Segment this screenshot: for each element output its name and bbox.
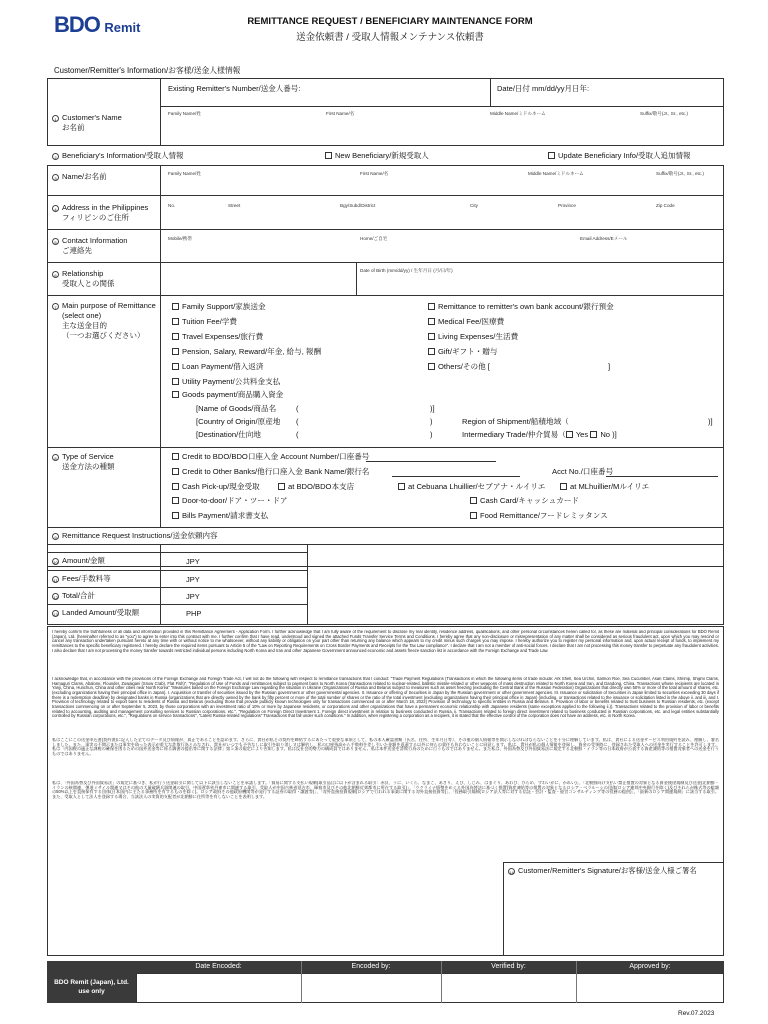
beneficiary-heading: 2 Beneficiary's Information/受取人情報: [52, 151, 183, 160]
checkbox-icon: [548, 152, 555, 159]
checkbox-icon: [470, 512, 477, 519]
legal-paragraph-jp-2: 私は、「外国為替及び外国貿易法」の規定に基づき、私が行う送金取引に関して以下に該当しないことを承諾します。「貿易に関する支払い規制(取引品目に以下が含まれる取引：赤貝、うに、いくら、なまこ、あさり、えび、しじみ、はまぐり、あわび、ひらめ、ずわいがに、かれい)」、「北朝鮮向け支払い禁止措置の対象となる資金使途規制及び送金(北朝鮮・イランの核関連、弾道ミサイル関連又はその他の大量破壊兵器関連の取引、中国遼寧省丹東市に関連する取引、受取人が中国吉林省延吉市、琿春市及びその他北朝鮮近郊都市に所在する取引)」、「ウクライナ情勢をめぐる外国為替法に基づく措置(資産凍結等の措置の対象となるロシア・ベラルーシの団体(ロシア連邦中央銀行を除く)及びそれらが株式等の総額の50%以上を直接保有する団体(日本国内に主たる事務所を有するものを除く)。ロシア政府その他政府機関等が発行する証券の取得・譲渡等)」、「対外直接投資規制(ロシアで行われる事業に関する対外直接投資等)」、「役務取引規制(ロシア法人等に対する信託・会計・監査・経営コンサルティング等の役務の提供)」、「最新のロシア関連規制」に該当する取引。また、受取人として法人を登録する場合、当該法人の実質的支配者が北朝鮮に住所等を有しないことを表明します。: [52, 781, 719, 799]
encoded-by-field[interactable]: [302, 974, 440, 1002]
checkbox-icon: [398, 483, 405, 490]
checkbox-icon: [172, 333, 179, 340]
checkbox-icon: [172, 483, 179, 490]
verified-by-field[interactable]: [442, 974, 575, 1002]
account-number-line[interactable]: [366, 461, 496, 462]
address-city[interactable]: City: [470, 203, 478, 208]
service-bills-payment[interactable]: Bills Payment/請求書支払: [172, 511, 268, 521]
date-encoded-label: Date Encoded:: [195, 963, 242, 970]
intermediary-trade-field[interactable]: Intermediary Trade/仲介貿易（ Yes No )]: [462, 430, 617, 439]
date-encoded-field[interactable]: [137, 974, 300, 1002]
num-5-icon: 5: [52, 238, 59, 245]
update-beneficiary-checkbox[interactable]: Update Beneficiary Info/受取人追加情報: [548, 151, 691, 160]
customer-suffix[interactable]: Suffix/敬号(Jr., Sr., etc.): [640, 111, 688, 116]
checkbox-icon: [172, 497, 179, 504]
office-use-line-2: use only: [78, 988, 105, 995]
customer-section-heading: Customer/Remitter's Information/お客様/送金人様情報: [54, 66, 241, 75]
purpose-label-jp-2: （一つお選びください）: [62, 331, 145, 340]
num-13-icon: 13: [53, 611, 58, 617]
contact-label: 5 Contact Information: [52, 236, 127, 245]
num-6-icon: 6: [52, 271, 59, 278]
purpose-utility[interactable]: Utility Payment/公共料金支払: [172, 377, 280, 387]
checkbox-icon: [172, 468, 179, 475]
num-9-icon: 9: [52, 533, 59, 540]
bracket-open-3: (: [296, 430, 299, 439]
address-label-jp: フィリピンのご住所: [62, 213, 129, 222]
beneficiary-name-label: 3 Name/お名前: [52, 172, 107, 181]
beneficiary-suffix[interactable]: Suffix/敬号(Jr., Sr., etc.): [656, 171, 704, 176]
beneficiary-family-name[interactable]: Family Name/姓: [168, 171, 201, 176]
relationship-label: 6 Relationship: [52, 269, 103, 278]
purpose-loan[interactable]: Loan Payment/借入返済: [172, 362, 263, 372]
purpose-label-2: (select one): [62, 311, 102, 320]
checkbox-icon: [172, 391, 179, 398]
address-street[interactable]: Street: [228, 203, 241, 208]
num-8-icon: 8: [52, 454, 59, 461]
checkbox-icon: [566, 431, 573, 438]
date-of-birth-field[interactable]: Date of Birth (mm/dd/yy) / 生年月日 (月/日/年): [360, 268, 453, 273]
checkbox-icon: [172, 318, 179, 325]
checkbox-icon: [172, 512, 179, 519]
address-no[interactable]: No.: [168, 203, 176, 208]
legal-paragraph-jp-1: 私はここにこの送金申込書(契約書)に記入した全てのデータ及び情報が、真正であることを認めます。さらに、貴社が私との契約を締結するにあたって重要な事項として、私の本人確認書類（氏名、住所、生年月日等）、その他の個人情報等を開示しなければならないことを十分に理解しています。私は、貴社による送金サービス利用規約を読み、理解し、署名しました。また、事実の不開示または事実を偽った表示が重大な詐欺行為とみなされ、貴社がいつでも予告なしに取引を取り消し又は解約し、私の口座残高から手数料を差し引いた金額を返還する以外に何らの責任も負わないことに同意します。私は、貴社が私の個人情報を登録し、資金の受領時に、登録された受取人への送金を実行することを許可します。私は「内国税の適正な課税の確保を図るための国外送金等に係る調書の提出等に関する法律」第５条の規定により告知します。私は反社会的勢力の構成員ではありません。私は本件送金を詐欺行為のために行うものではありません。また私は、外国為替及び外国貿易法に規定する北朝鮮・イラン等の日本政府が公表する資産凍結等の措置対象者への送金を行うものではありません。: [52, 738, 719, 756]
address-brgy[interactable]: Bgy/Subd/District: [340, 203, 376, 208]
bracket-open-2: (: [296, 417, 299, 426]
checkbox-icon: [172, 363, 179, 370]
bracket-close-4: )]: [708, 417, 713, 426]
bracket-open-1: (: [296, 404, 299, 413]
checkbox-icon: [278, 483, 285, 490]
checkbox-icon: [325, 152, 332, 159]
approved-by-field[interactable]: [577, 974, 723, 1002]
purpose-tuition[interactable]: Tuition Fee/学費: [172, 317, 237, 327]
service-credit-bdo[interactable]: Credit to BDO/BDO口座入金 Account Number/口座番号: [172, 452, 369, 462]
total-row-label: 12 Total/合計: [53, 591, 95, 600]
email-field[interactable]: Email Address/Eメール: [580, 236, 628, 241]
num-14-icon: 14: [509, 869, 514, 875]
purpose-others-close: ]: [608, 362, 611, 371]
customer-box: [47, 78, 724, 146]
num-4-icon: 4: [52, 205, 59, 212]
checkbox-icon: [428, 348, 435, 355]
checkbox-icon: [560, 483, 567, 490]
logo-bdo-text: BDO: [54, 12, 100, 37]
bracket-close-2: ): [430, 417, 433, 426]
total-row-currency: JPY: [186, 592, 200, 601]
customer-name-label: 1 Customer's Name: [52, 113, 122, 122]
office-use-line-1: BDO Remit (Japan), Ltd.: [54, 979, 129, 986]
checkbox-icon: [428, 363, 435, 370]
beneficiary-first-name[interactable]: First Name/名: [360, 171, 389, 176]
signature-field[interactable]: 14 Customer/Remitter's Signature/お客様/送金人様ご署名: [509, 866, 697, 875]
address-label: 4 Address in the Philippines: [52, 203, 148, 212]
office-use-label: [47, 978, 136, 996]
fees-row-currency: JPY: [186, 575, 200, 584]
legal-paragraph-en-1: I hereby confirm the truthfulness of all data and information provided in this Remittance Agreement - Application Form. I further acknowledge that I am fully aware of the requirement to disclose my real identity, residence address, qualifications, and other personal circumstances herein called for, as these are material and principal considerations for BDO Remit (Japan), Ltd. (hereinafter referred to as "you") to agree to enter into this contract with me. I further confirm that I have read, understood and signed the attached Funds Transfer Service Terms and Conditions. I hereby agree that any non-disclosure or misrepresentation of any matter shall be considered as serious fraudulent act, upon which you may rescind or cancel any transaction undertaken pursuant hereto at any time with or without notice to me whatsoever, without any liability or obligation on your part other than returning any balance which appears to my credit minus such charges you may impose. I hereby authorize you to register my personal information and, upon actual receipt of funds, to implement my remittances to the specific beneficiary registered. I hereby declare the required items pursuant to Article 5 of the "Law on Reporting Requirements on Cross Border Payments and Receipts for the Tax Law compliance". I declare that I am not a member of anti-social forces. I declare that I am not processing this money transfer to perpetuate any fraudulent activities. I also declare that I am not processing the money transfer towards restricted individual persons including North Korea and Iran and other Japanese Government announced economic and assets freeze sanction list in accordance with the Foreign Exchange and Trade Law.: [52, 630, 719, 653]
customer-family-name[interactable]: Family Name/姓: [168, 111, 201, 116]
home-phone-field[interactable]: Home/ご自宅: [360, 236, 388, 241]
purpose-medical[interactable]: Medical Fee/医療費: [428, 317, 504, 327]
instructions-label: 9 Remittance Request Instructions/送金依頼内容: [52, 531, 217, 540]
acct-no-label: Acct No./口座番号: [552, 467, 614, 476]
new-beneficiary-checkbox[interactable]: New Beneficiary/新規受取人: [325, 151, 429, 160]
pickup-at-mlhuillier[interactable]: at MLhuillier/Mルイリエ: [560, 482, 649, 492]
num-12-icon: 12: [53, 594, 58, 600]
service-label-jp: 送金方法の種類: [62, 462, 115, 471]
address-province[interactable]: Province: [558, 203, 576, 208]
amount-divider: [47, 552, 307, 553]
bracket-close-1: )]: [430, 404, 435, 413]
checkbox-icon: [172, 348, 179, 355]
mobile-field[interactable]: Mobile/携帯: [168, 236, 192, 241]
verified-by-label: Verified by:: [491, 963, 526, 970]
purpose-others[interactable]: Others/その他 [: [428, 362, 490, 372]
customer-middle-name[interactable]: Middle Name/ミドルネーム: [490, 111, 546, 116]
amount-row-currency: JPY: [186, 557, 200, 566]
landed-row-currency: PHP: [186, 609, 202, 618]
num-1-icon: 1: [52, 115, 59, 122]
service-cash-card[interactable]: Cash Card/キャッシュカード: [470, 496, 579, 506]
num-7-icon: 7: [52, 303, 59, 310]
checkbox-icon: [428, 303, 435, 310]
pickup-at-cebuana[interactable]: at Cebuana Lhuillier/セブアナ・ルイリエ: [398, 482, 545, 492]
checkbox-icon: [172, 303, 179, 310]
fees-row-label: 11 Fees/手数料等: [53, 574, 111, 583]
contact-label-jp: ご連絡先: [62, 246, 92, 255]
purpose-label-jp: 主な送金目的: [62, 321, 107, 330]
relationship-label-jp: 受取人との関係: [62, 279, 115, 288]
pickup-at-bdo[interactable]: at BDO/BDO本支店: [278, 482, 354, 492]
purpose-own-bank[interactable]: Remittance to remitter's own bank account/銀行預金: [428, 302, 614, 312]
purpose-family-support[interactable]: Family Support/家族送金: [172, 302, 266, 312]
amount-row-label: 10 Amount/金額: [53, 556, 105, 565]
customer-name-label-jp: お名前: [62, 123, 85, 132]
customer-first-name[interactable]: First Name/名: [326, 111, 355, 116]
purpose-gift[interactable]: Gift/ギフト・贈与: [428, 347, 498, 357]
logo: [54, 12, 154, 40]
approved-by-label: Approved by:: [629, 963, 671, 970]
checkbox-icon: [428, 318, 435, 325]
service-door-to-door[interactable]: Door-to-door/ドア・ツー・ドア: [172, 496, 287, 506]
country-origin-field[interactable]: [Country of Origin/原産地: [196, 417, 281, 426]
service-food-remittance[interactable]: Food Remittance/フードレミッタンス: [470, 511, 608, 521]
service-label: 8 Type of Service: [52, 452, 114, 461]
checkbox-icon: [590, 431, 597, 438]
beneficiary-box: [47, 165, 724, 625]
goods-name-field[interactable]: [Name of Goods/商品名: [196, 404, 277, 413]
checkbox-icon: [428, 333, 435, 340]
destination-field[interactable]: [Destination/仕向地: [196, 430, 261, 439]
form-title: REMITTANCE REQUEST / BENEFICIARY MAINTENANCE FORM: [247, 16, 533, 27]
purpose-goods[interactable]: Goods payment/商品購入資金: [172, 390, 283, 400]
bank-name-line[interactable]: [392, 476, 520, 477]
checkbox-icon: [470, 497, 477, 504]
region-shipment-field[interactable]: Region of Shipment/船積地域（: [462, 417, 569, 426]
revision-label: Rev.07.2023: [678, 1010, 715, 1017]
num-2-icon: 2: [52, 153, 59, 160]
bracket-close-3: ): [430, 430, 433, 439]
logo-remit-text: Remit: [104, 20, 141, 35]
checkbox-icon: [172, 378, 179, 385]
service-cash-pickup[interactable]: Cash Pick-up/現金受取: [172, 482, 260, 492]
legal-paragraph-en-2: I acknowledge that, in accordance with the provisions of the Foreign Exchange and Foreign Trade Act, I will not do the following with respect to remittance transactions that I conduct: "Trade Payment Regulations (Transactions in which the following items of trade include: Ark Shell, Sea Urchin, Salmon Roe, Sea Cucumber, Asari Clams, Shrimp, Shijimi Clams, Hamaguri Clams, Abalone, Flounder, Zuwaigani (Snow Crab), Flat Fish)", "Regulation of Use of Funds and remittances subject to payment bans to North Korea (transactions related to nuclear-related, ballistic missile-related or other weapons of mass destruction related to North Korea and Iran, and Dandong, China. Transactions whose recipients are located in Yanji, China, Hunchun, China and other cities near North Korea" "Measures based on the Foreign Exchange Law regarding the situation in Ukraine (Organizations of Russia and Belarus subject to measures such as asset freezing (excluding the Central Bank of the Russian Federation) Organizations that directly own 50% or more of the total amount of shares, etc. (excluding organizations having their principal office in Japan). I. Acquisition or transfer of securities issued by the Russian government or other governmental agencies. II. Issuance or offering of Securities in Japan by the Russian government or other government agencies. III. Issuance or solicitation of Securities in Japan limited to securities exceeding 30 days if there is a redemption deadline) by designated banks in Russia (organizations that are directly owned by the bank by fifty percent or more of the total number of shares or the ratio of the total investment (excluding organizations having their principal office in Japan) (including, or transactions related to the issuance or solicitation listed in the above ii. and iii, and I. Provision of technology related to export bans to residents of Russia and Belarus (excluding those that provide publicly known technologies only for transactions commenced on or after March 18, 2022) Provision of technology to specific entities in Russia and Belarus. II. Provision of labor or benefits related to trust business to Russian residents, etc. (except transactions commencing on or after September 5, 2023, by those corporations with an investment ratio of 10% or more by Japanese residents, or corporations and other organizations that have a permanent economic relationship with Japanese residents (same exceptions applied to the following ii.)). Transactions related to the provision of labor or benefits related to accounting, auditing and management consulting services to Russian corporations, etc.", "Regulation on Foreign Direct Investment 1. Foreign direct investment in relation to business conducted in Russia, ii. Transactions related to foreign direct investment related to business conducted in Russian corporations, etc. and legal entities substantially controlled by Russian corporations, etc.", "Regulations on service transactions", "Latest Russia-related regulations" Transactions that fall under such conditions." In addition, when registering a corporation as a recipient, it is stated that the effective control of the corporation does not have an address, etc. in North Korea.: [52, 677, 719, 719]
service-credit-other[interactable]: Credit to Other Banks/他行口座入金 Bank Name/銀行名: [172, 467, 369, 477]
encoded-by-label: Encoded by:: [351, 963, 391, 970]
purpose-pension[interactable]: Pension, Salary, Reward/年金, 給与, 報酬: [172, 347, 321, 357]
address-zip[interactable]: Zip Code: [656, 203, 675, 208]
num-11-icon: 11: [53, 577, 58, 583]
purpose-travel[interactable]: Travel Expenses/旅行費: [172, 332, 263, 342]
form-subtitle: 送金依頼書 / 受取人情報メンテナンス依頼書: [296, 32, 484, 43]
purpose-label: 7 Main purpose of Remittance: [52, 301, 156, 310]
existing-remitter-number-field[interactable]: Existing Remitter's Number/送金人番号:: [168, 84, 301, 93]
date-field[interactable]: Date/日付 mm/dd/yy月日年:: [497, 84, 590, 93]
beneficiary-middle-name[interactable]: Middle Name/ミドルネーム: [528, 171, 584, 176]
num-10-icon: 10: [53, 559, 58, 565]
checkbox-icon: [172, 453, 179, 460]
purpose-living[interactable]: Living Expenses/生活費: [428, 332, 518, 342]
num-3-icon: 3: [52, 174, 59, 181]
landed-row-label: 13 Landed Amount/受取額: [53, 608, 140, 617]
acct-no-line[interactable]: [606, 476, 718, 477]
